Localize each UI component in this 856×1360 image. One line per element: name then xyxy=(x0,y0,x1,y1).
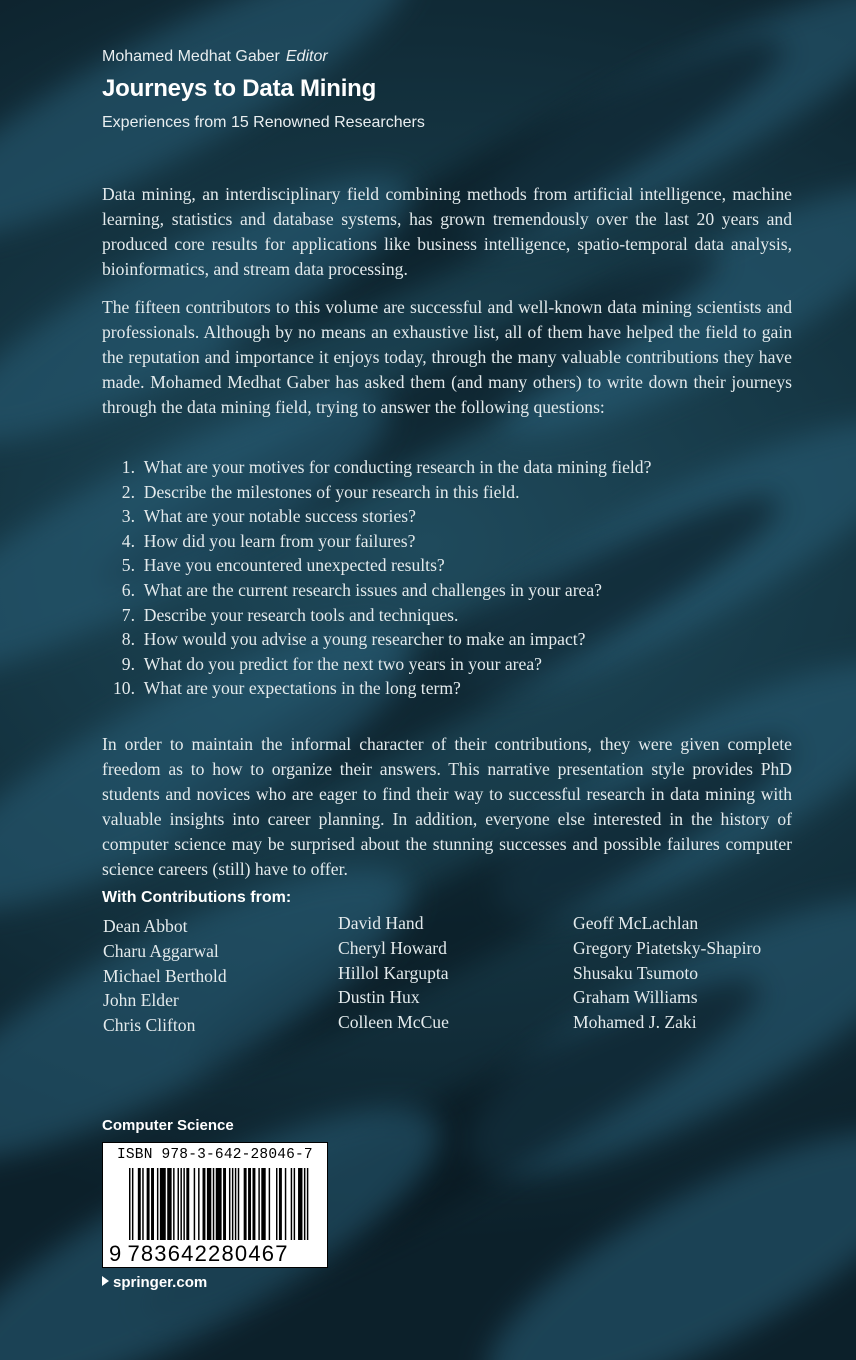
questions-list xyxy=(100,455,790,701)
contributor-name: Shusaku Tsumoto xyxy=(573,962,699,983)
question-number: 3. xyxy=(121,506,135,527)
question-text: Have you encountered unexpected results? xyxy=(143,555,445,576)
barcode-bar xyxy=(157,1168,158,1240)
question-item xyxy=(100,652,790,677)
question-text: What are the current research issues and challenges in your area? xyxy=(143,579,602,600)
barcode-bar xyxy=(269,1168,270,1240)
contributor-name: Charu Aggarwal xyxy=(103,940,219,961)
description-paragraph-3: In order to maintain the informal character of their contributions, they were given complete freedom as to how to organize their answers. This narrative presentation style provides PhD students and novices who are eager to find their way to successful research in data mining with valuable insights into career planning. In addition, everyone else interested in the history of computer science may be surprised about the stunning successes and possible failures computer science careers (still) have to offer. xyxy=(102,734,792,879)
barcode-bar xyxy=(186,1168,189,1240)
barcode-bar xyxy=(203,1168,206,1240)
barcode-bar xyxy=(223,1168,226,1240)
barcode-bar xyxy=(298,1168,302,1240)
barcode-bar xyxy=(167,1168,171,1240)
barcode-bar xyxy=(183,1168,184,1240)
editor-name: Mohamed Medhat Gaber xyxy=(102,48,280,65)
contributors-heading: With Contributions from: xyxy=(102,889,292,906)
barcode-bar xyxy=(142,1168,143,1240)
question-text: Describe your research tools and techniques. xyxy=(143,604,459,625)
barcode-bar xyxy=(232,1168,233,1240)
question-number: 10. xyxy=(113,678,135,699)
barcode-bar xyxy=(258,1168,259,1240)
barcode-bar xyxy=(138,1168,141,1240)
barcode-lead-digit: 9 xyxy=(109,1241,123,1266)
barcode-bar xyxy=(235,1168,236,1240)
question-number: 9. xyxy=(121,653,135,674)
contributor-name: Michael Berthold xyxy=(103,965,227,986)
barcode-bar xyxy=(207,1168,211,1240)
contributor-name: Geoff McLachlan xyxy=(573,913,699,933)
question-number: 8. xyxy=(121,629,135,650)
editor-line xyxy=(102,48,328,66)
question-number: 6. xyxy=(121,579,135,600)
publisher-website[interactable] xyxy=(102,1274,207,1291)
barcode-bar xyxy=(244,1168,247,1240)
question-item xyxy=(100,553,790,578)
question-item xyxy=(100,676,790,701)
isbn-barcode xyxy=(102,1142,328,1268)
contributor-name: Mohamed J. Zaki xyxy=(573,1012,697,1033)
contributor-name: Cheryl Howard xyxy=(338,937,447,958)
barcode-bar xyxy=(198,1168,199,1240)
question-text: How would you advise a young researcher to make an impact? xyxy=(143,629,586,650)
question-text: How did you learn from your failures? xyxy=(143,530,416,551)
barcode-bar xyxy=(252,1168,255,1240)
question-text: What are your motives for conducting research in the data mining field? xyxy=(143,457,652,477)
question-item xyxy=(100,504,790,529)
contributors-column-2 xyxy=(338,911,449,1035)
question-item xyxy=(100,529,790,554)
barcode-bar xyxy=(248,1168,251,1240)
question-text: What are your expectations in the long term? xyxy=(143,678,461,699)
barcode-bar xyxy=(238,1168,239,1240)
contributor-name: Dustin Hux xyxy=(338,987,420,1008)
barcode-bars xyxy=(129,1168,309,1242)
barcode-bar xyxy=(213,1168,214,1240)
barcode-bar xyxy=(216,1168,222,1240)
contributor-name: David Hand xyxy=(338,913,424,933)
question-number: 4. xyxy=(121,530,135,551)
contributors-column-1 xyxy=(103,914,227,1038)
question-item xyxy=(100,480,790,505)
barcode-bar xyxy=(160,1168,166,1240)
barcode-bar xyxy=(132,1168,133,1240)
description-paragraph-2: The fifteen contributors to this volume are successful and well-known data mining scientists and professionals. Although by no means an exhaustive list, all of them have helped the field to gain the reputation and importance it enjoys today, through the many valuable contributions they have made. Mohamed Medhat Gaber has asked them (and many others) to write down their journeys through the data mining field, trying to answer the following questions: xyxy=(102,297,792,417)
barcode-bar xyxy=(294,1168,295,1240)
barcode-bar xyxy=(279,1168,282,1240)
isbn-label: ISBN 978-3-642-28046-7 xyxy=(117,1147,313,1163)
barcode-bar xyxy=(261,1168,265,1240)
barcode-bar xyxy=(291,1168,292,1240)
book-title: Journeys to Data Mining xyxy=(102,75,377,102)
barcode-bar xyxy=(180,1168,181,1240)
contributor-name: Gregory Piatetsky-Shapiro xyxy=(573,937,762,958)
question-text: Describe the milestones of your research in this field. xyxy=(143,481,520,502)
barcode-bar xyxy=(229,1168,230,1240)
question-text: What are your notable success stories? xyxy=(143,506,416,527)
barcode-bar xyxy=(173,1168,174,1240)
subject-category: Computer Science xyxy=(102,1117,234,1134)
question-item xyxy=(100,627,790,652)
publisher-website-text: springer.com xyxy=(113,1274,208,1291)
question-number: 2. xyxy=(121,481,135,502)
barcode-bar xyxy=(129,1168,130,1240)
question-number: 5. xyxy=(121,555,135,576)
contributor-name: Graham Williams xyxy=(573,987,698,1008)
barcode-bar xyxy=(151,1168,154,1240)
barcode-bar xyxy=(304,1168,305,1240)
barcode-bar xyxy=(307,1168,308,1240)
barcode-bar xyxy=(276,1168,277,1240)
question-number: 7. xyxy=(121,604,135,625)
arrow-right-icon xyxy=(102,1276,109,1286)
question-number: 1. xyxy=(121,457,135,477)
contributors-column-3 xyxy=(573,911,761,1035)
barcode-bar xyxy=(147,1168,150,1240)
barcode-digits xyxy=(109,1241,289,1267)
barcode-bar xyxy=(194,1168,195,1240)
description-paragraph-1: Data mining, an interdisciplinary field combining methods from artificial intelligence, machine learning, statistics and database systems, has grown tremendously over the last 20 years and produced core results for applications like business intelligence, spatio-temporal data analysis, bioinformatics, and stream data processing. xyxy=(102,184,792,279)
contributor-name: John Elder xyxy=(103,990,179,1011)
question-text: What do you predict for the next two years in your area? xyxy=(143,653,542,674)
editor-role: Editor xyxy=(285,48,328,65)
question-item xyxy=(100,603,790,628)
contributor-name: Hillol Kargupta xyxy=(338,962,449,983)
question-item xyxy=(100,578,790,603)
question-item xyxy=(100,455,790,480)
contributor-name: Colleen McCue xyxy=(338,1012,449,1033)
contributor-name: Dean Abbot xyxy=(103,916,188,936)
book-subtitle: Experiences from 15 Renowned Researchers xyxy=(102,114,425,131)
barcode-bar xyxy=(285,1168,286,1240)
barcode-bar xyxy=(178,1168,179,1240)
contributor-name: Chris Clifton xyxy=(103,1015,196,1036)
barcode-main-digits: 783642280467 xyxy=(127,1241,289,1266)
